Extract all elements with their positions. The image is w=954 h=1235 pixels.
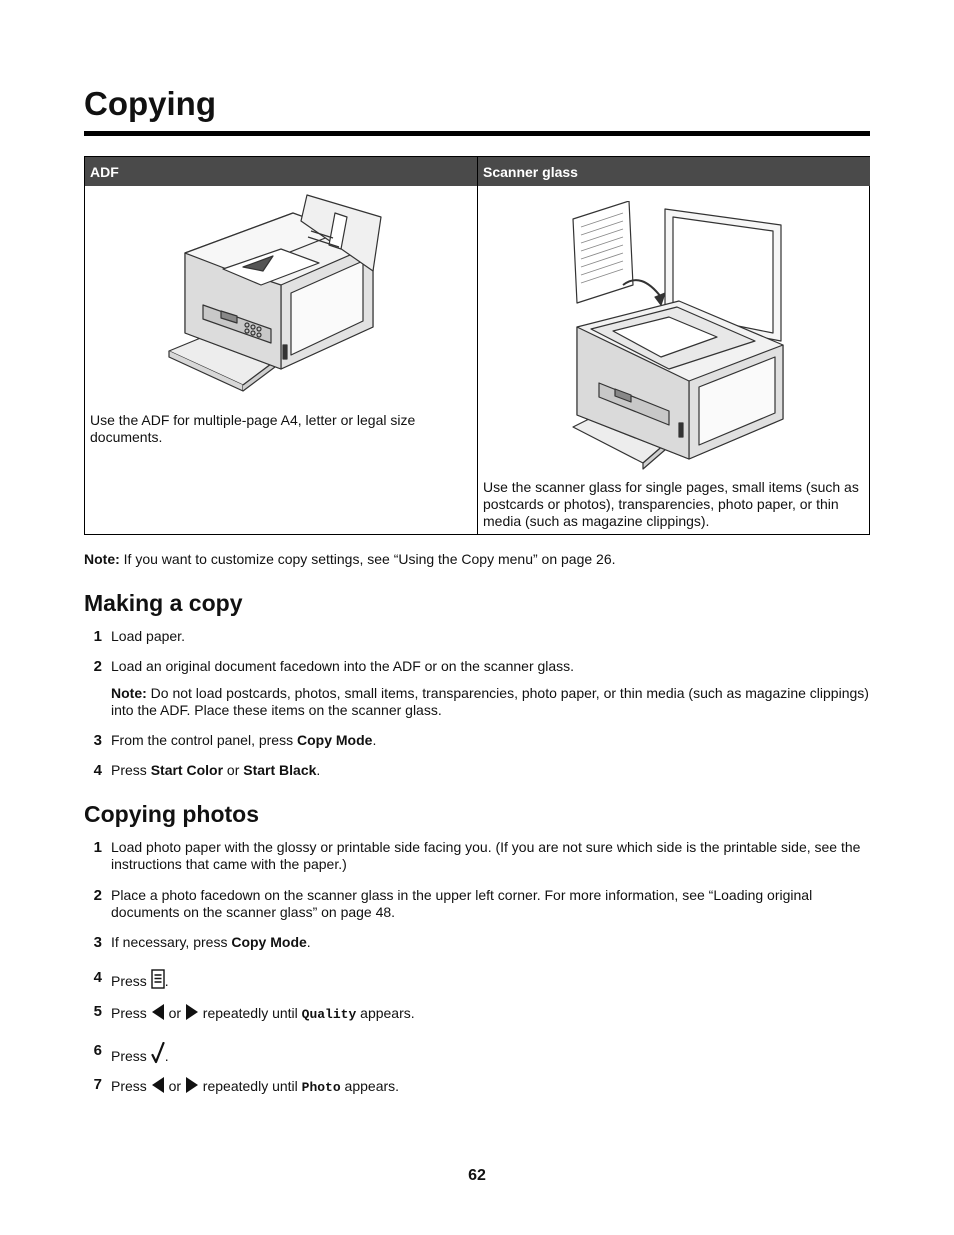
step-number: 1 (93, 628, 102, 645)
heading-making-a-copy: Making a copy (84, 590, 243, 616)
step-text: Load photo paper with the glossy or printable side facing you. (If you are not sure which side is the printable side, see the instructions that came with the paper.) (111, 839, 861, 872)
right-arrow-icon (185, 1076, 199, 1094)
step-text: appears. (356, 1005, 415, 1021)
page-number: 62 (468, 1167, 486, 1184)
step-text: Press (111, 973, 151, 989)
quality-display-text: Quality (301, 1007, 357, 1022)
start-black-label: Start Black (243, 762, 317, 778)
note-label: Note: (84, 551, 120, 567)
left-arrow-icon (151, 1003, 165, 1021)
step-number: 6 (93, 1042, 102, 1059)
heading-copying-photos: Copying photos (84, 801, 260, 827)
step-text: Load an original document facedown into the ADF or on the scanner glass. (111, 658, 575, 674)
copy-settings-note (84, 551, 616, 568)
table-header-adf: ADF (85, 157, 477, 186)
step-number: 2 (93, 887, 102, 904)
step-text: Load paper. (111, 628, 185, 644)
step-text: or (223, 762, 244, 778)
printer-with-open-scanner-lid-illustration (569, 201, 795, 471)
step-text: . (306, 934, 311, 950)
title-rule (84, 131, 870, 136)
step-text: Press (111, 1048, 151, 1064)
page-title: Copying (84, 85, 216, 122)
step-text: Press (111, 1078, 151, 1094)
copy-mode-label: Copy Mode (231, 934, 307, 950)
step-text: Press (111, 1005, 151, 1021)
step-number: 2 (93, 658, 102, 675)
step-number: 7 (93, 1076, 102, 1093)
step-number: 3 (93, 934, 102, 951)
step-text: repeatedly until (198, 1078, 302, 1094)
step-text: repeatedly until (198, 1005, 302, 1021)
photo-display-text: Photo (301, 1080, 341, 1095)
step-text: Place a photo facedown on the scanner glass in the upper left corner. For more information, see “Loading original documents on the scanner glass” on page 48. (111, 887, 813, 920)
adf-description: Use the ADF for multiple-page A4, letter or legal size documents. (90, 412, 416, 445)
table-header-scanner-glass: Scanner glass (478, 157, 870, 186)
step-text: . (372, 732, 377, 748)
adf-vs-scanner-glass-table (84, 156, 870, 535)
start-color-label: Start Color (150, 762, 224, 778)
step-text: Press (111, 762, 151, 778)
note-label: Note: (111, 685, 147, 701)
step-text: appears. (340, 1078, 400, 1094)
step-text: . (316, 762, 321, 778)
step-text: or (164, 1078, 185, 1094)
left-arrow-icon (151, 1076, 165, 1094)
scanner-glass-description: Use the scanner glass for single pages, small items (such as postcards or photos), transparencies, photo paper, or thin media (such as magazine clippings). (483, 479, 859, 529)
menu-icon (151, 969, 165, 989)
step-text: . (164, 973, 169, 989)
copy-mode-label: Copy Mode (296, 732, 373, 748)
step-number: 5 (93, 1003, 102, 1020)
checkmark-icon (151, 1042, 165, 1064)
right-arrow-icon (185, 1003, 199, 1021)
step-text: From the control panel, press (111, 732, 297, 748)
step-number: 3 (93, 732, 102, 749)
step-number: 4 (93, 762, 102, 779)
step-text: or (164, 1005, 185, 1021)
step-number: 4 (93, 969, 102, 986)
step-text: If necessary, press (111, 934, 232, 950)
note-text: Do not load postcards, photos, small items, transparencies, photo paper, or thin media (such as magazine clippings) into the ADF. Place these items on the scanner glass. (111, 685, 869, 718)
printer-with-adf-illustration (163, 193, 403, 393)
step-number: 1 (93, 839, 102, 856)
step-text: . (164, 1048, 169, 1064)
note-text: If you want to customize copy settings, see “Using the Copy menu” on page 26. (119, 551, 616, 567)
table-column-divider (477, 157, 479, 534)
